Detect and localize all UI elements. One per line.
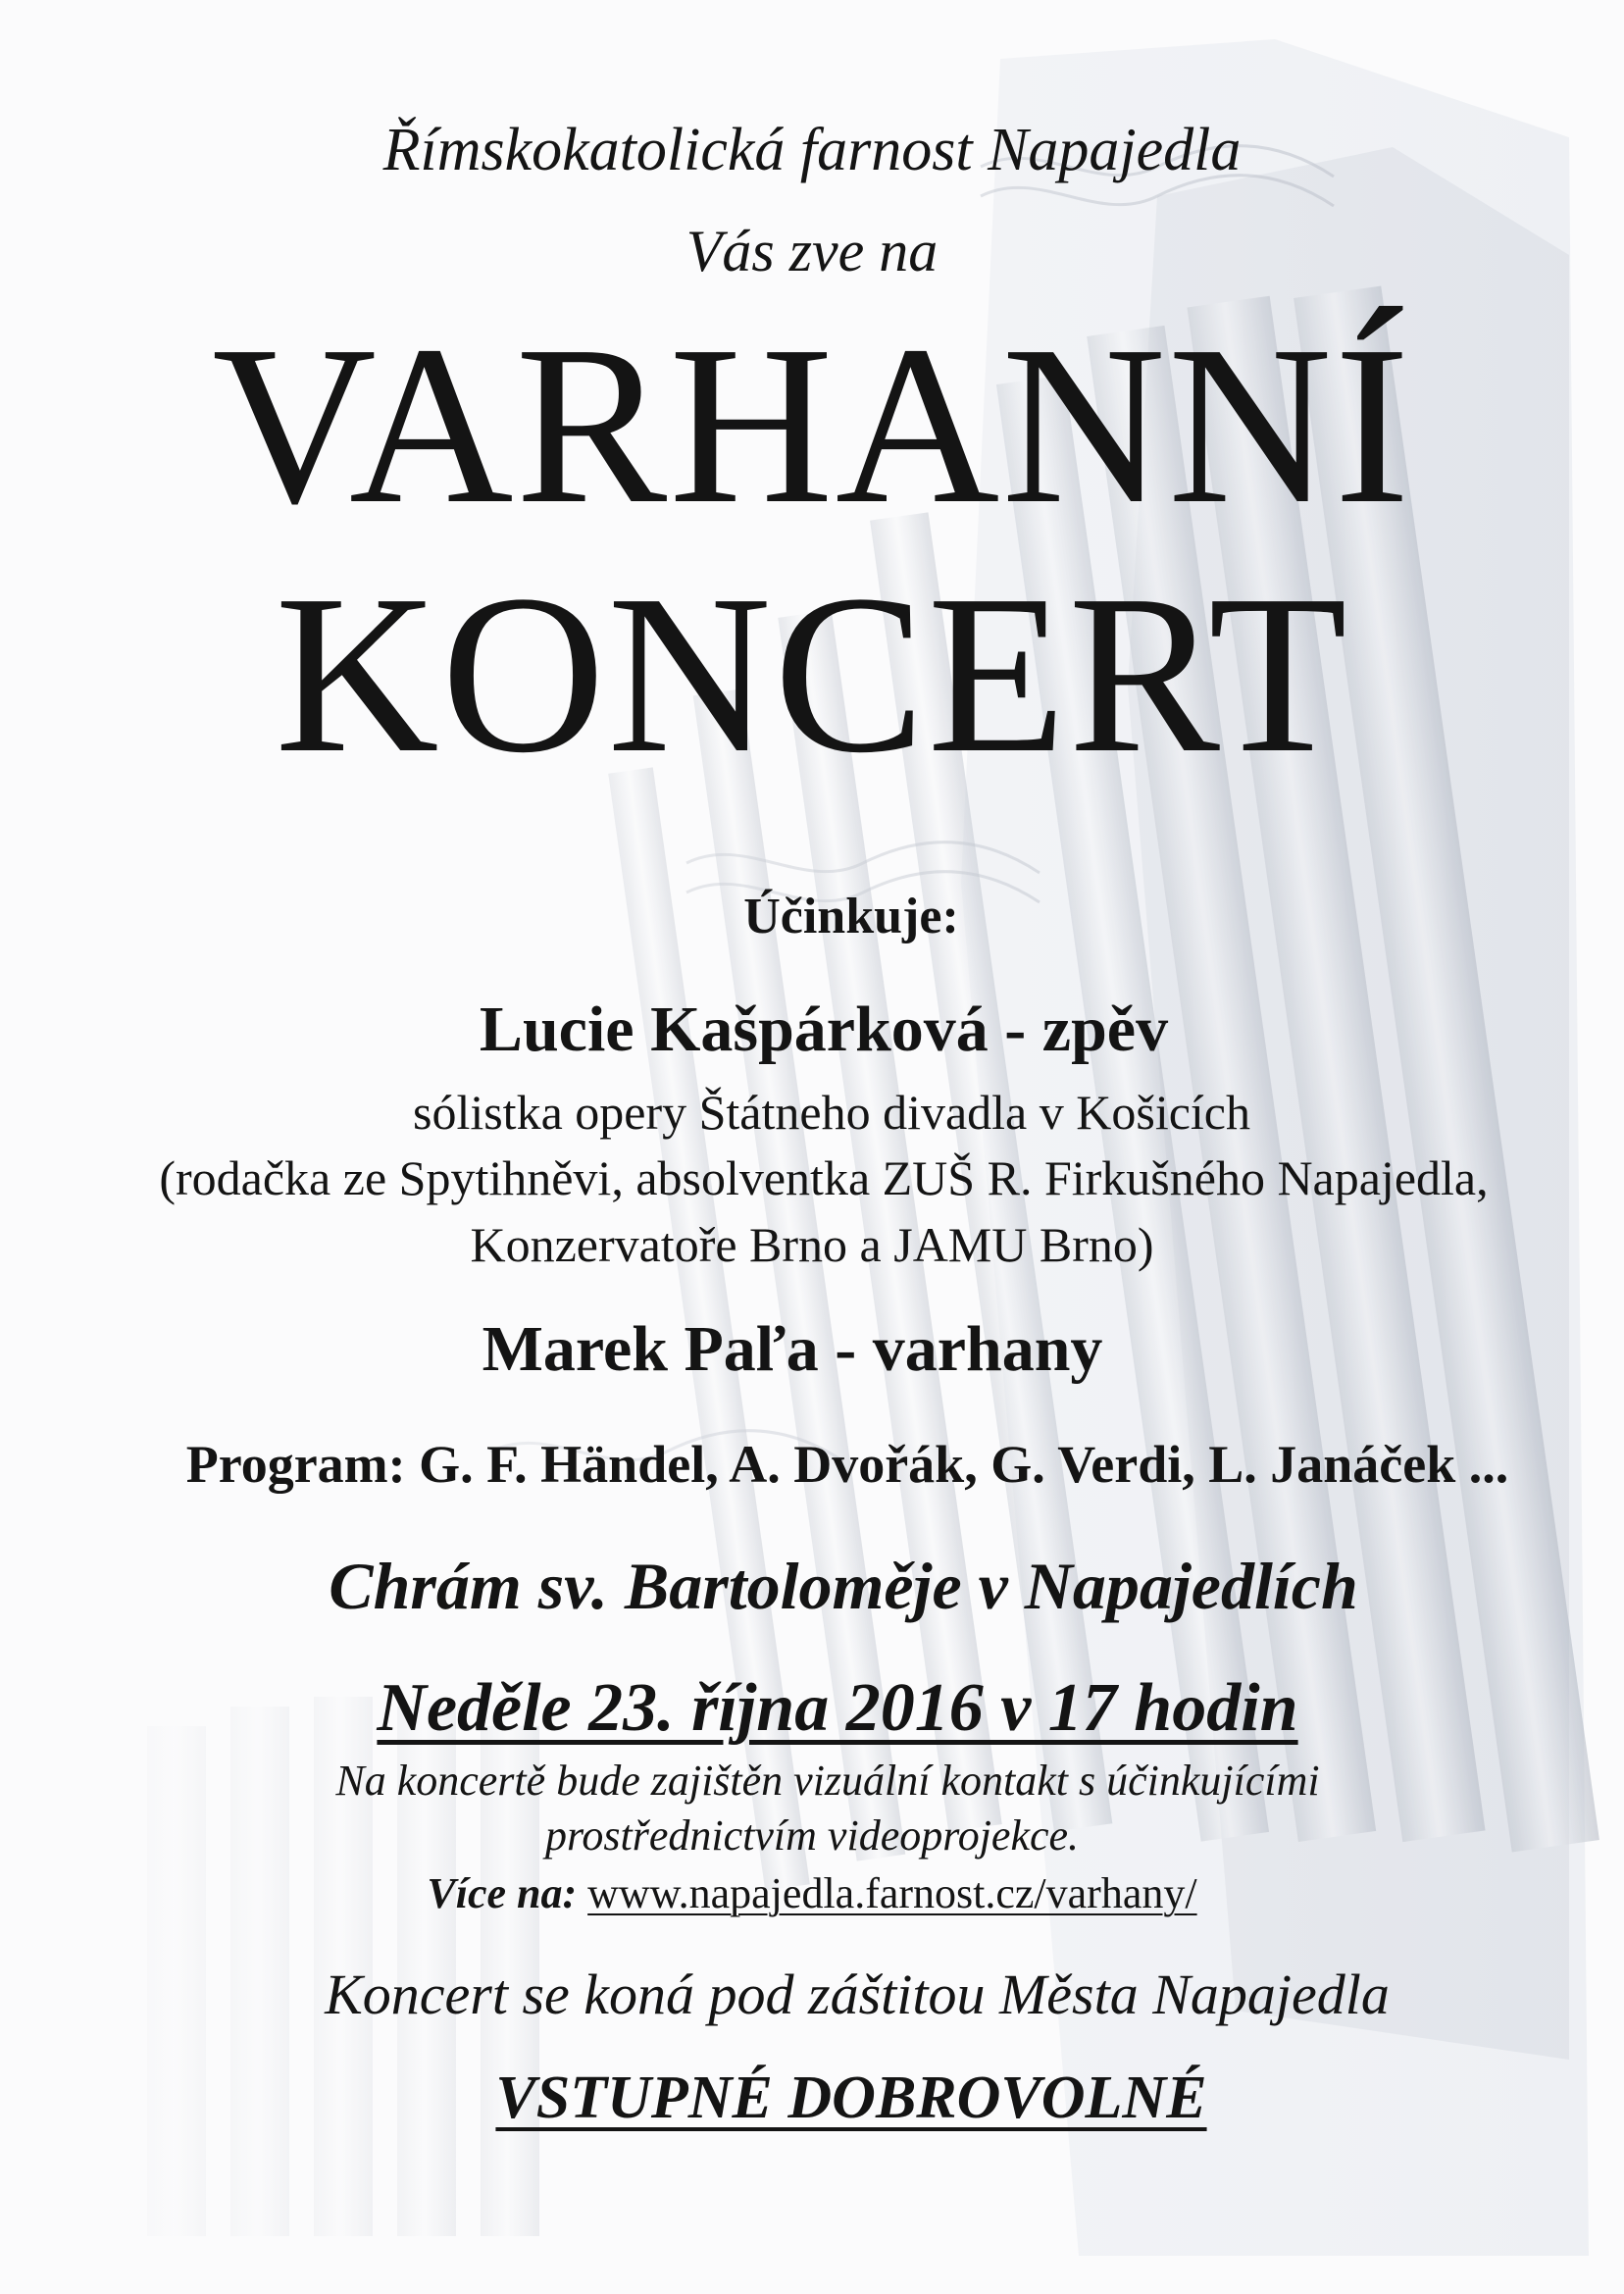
entry-fee: VSTUPNÉ DOBROVOLNÉ bbox=[495, 2065, 1207, 2131]
more-info-line bbox=[0, 1868, 1624, 1918]
performer-1-description-1: sólistka opery Štátneho divadla v Košicích bbox=[412, 1085, 1250, 1140]
program-list: Program: G. F. Händel, A. Dvořák, G. Verdi, L. Janáček ... bbox=[185, 1435, 1509, 1494]
performer-2-name: Marek Paľa - varhany bbox=[482, 1313, 1103, 1385]
venue: Chrám sv. Bartoloměje v Napajedlích bbox=[329, 1549, 1358, 1623]
video-note-line-2: prostřednictvím videoprojekce. bbox=[544, 1811, 1080, 1860]
performs-label: Účinkuje: bbox=[743, 889, 959, 944]
title-line-1: VARHANNÍ bbox=[212, 299, 1412, 551]
performer-1-description-3: Konzervatoře Brno a JAMU Brno) bbox=[470, 1217, 1154, 1272]
event-date-time: Neděle 23. října 2016 v 17 hodin bbox=[377, 1670, 1298, 1746]
patronage-text: Koncert se koná pod záštitou Města Napajedla bbox=[325, 1963, 1390, 2026]
title-line-2: KONCERT bbox=[275, 548, 1349, 800]
parish-name: Římskokatolická farnost Napajedla bbox=[382, 117, 1242, 183]
video-note-line-1: Na koncertě bude zajištěn vizuální kontakt s účinkujícími bbox=[335, 1757, 1320, 1805]
invitation-text: Vás zve na bbox=[685, 219, 939, 283]
more-info-link[interactable]: www.napajedla.farnost.cz/varhany/ bbox=[587, 1869, 1197, 1917]
performer-1-description-2: (rodačka ze Spytihněvi, absolventka ZUŠ R. Firkušného Napajedla, bbox=[159, 1150, 1489, 1205]
performer-1-name: Lucie Kašpárková - zpěv bbox=[479, 994, 1169, 1065]
more-info-label: Více na: bbox=[427, 1869, 578, 1917]
